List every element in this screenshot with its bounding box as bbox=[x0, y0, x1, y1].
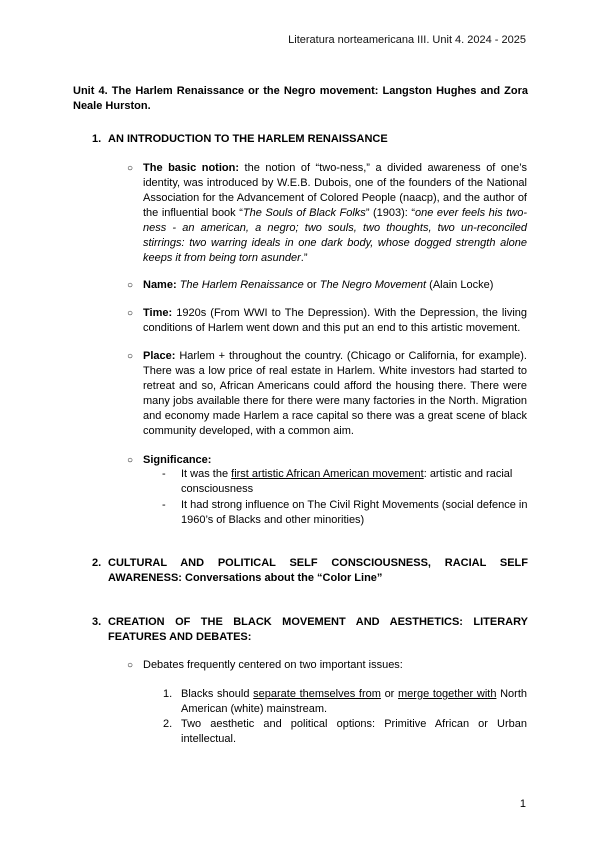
bullet-body: The basic notion: the notion of “two-ness,” a divided awareness of one’s identity, was introduced by W.E.B. Dubois, one of the founders of the National Association for the Advancement of Colored People (naacp), and the author of the influential book “The Souls of Black Folks” (1903): “one ever feels his two-ness - an american, a negro; two souls, two thoughts, two un-reconciled stirrings: two warring ideals in one dark body, whose dogged strength alone keeps it from being torn asunder.” bbox=[143, 162, 527, 264]
bullet-label: The basic notion: bbox=[143, 162, 239, 174]
page-header: Literatura norteamericana III. Unit 4. 2024 - 2025 bbox=[288, 34, 526, 46]
bullet-label: Time: bbox=[143, 307, 173, 319]
document-page: Literatura norteamericana III. Unit 4. 2024 - 2025 Unit 4. The Harlem Renaissance or the Negro movement: Langston Hughes and Zora Neale Hurston. 1. AN INTRODUCTION TO THE HARLEM RENAISSANCE ○ The basic notion: the notion of “two-ness,” a divided awareness of one’s identity, was introduced by W.E.B. Dubois, one of the founders of the National Association for the Advancement of Colored People (naacp), and the author of the influential book “The Souls of Black Folks” (1903): “one ever feels his two-ness - an american, a negro; two souls, two thoughts, two un-reconciled stirrings: two warring ideals in one dark body, whose dogged strength alone keeps it from being torn asunder.” ○ Name: The Harlem Renaissance or The Negro Movement (Alain Locke) ○ Time: 1920s (From WWI to The Depression). With the Depression, the living conditions of Harlem went down and this put an end to this artistic movement. ○ Place: Harlem + throughout the country. (Chicago or California, for example). There was a low price of real estate in Harlem. White investors had started to retreat and so, African Americans could afford the housing there. There were many jobs available there for there were many factories in the North. Migration and economy made Harlem a race capital so there was a great scene of black community developed, with a common aim. ○ Significance: - It was the first artistic African American movement: artistic and racial consciousness - It had strong influence on The Civil Right Movements (social defence in 1960’s of Blacks and other minorities) 2. CULTURAL AND POLITICAL SELF CONSCIOUSNESS, RACIAL SELF AWARENESS: Conversations about the “Color Line” 3. CREATION OF THE BLACK MOVEMENT AND AESTHETICS: LITERARY FEATURES AND DEBATES: ○ Debates frequently centered on two important issues: 1. Blacks should separate themselves from or merge together with North American (white) mainstream. 2. Two aesthetic and political options: Primitive African or Urban intellectual. 1 bbox=[0, 0, 600, 848]
section-title-line-1: CULTURAL AND POLITICAL SELF CONSCIOUSNESS, RACIAL SELF bbox=[108, 557, 528, 569]
page-number: 1 bbox=[519, 798, 526, 810]
section-title-line-2: FEATURES AND DEBATES: bbox=[108, 631, 252, 643]
section-title-line-2: AWARENESS: Conversations about the “Color Line” bbox=[108, 572, 383, 584]
book-title: The Souls of Black Folks bbox=[242, 207, 366, 219]
section-1-heading bbox=[92, 132, 532, 147]
section-number: 1. bbox=[92, 133, 102, 145]
section-title: AN INTRODUCTION TO THE HARLEM RENAISSANCE bbox=[108, 133, 388, 145]
section-2-heading: 2. CULTURAL AND POLITICAL SELF CONSCIOUSNESS, RACIAL SELF AWARENESS: Conversations about the “Color Line” bbox=[92, 557, 528, 584]
section-3-heading: 3. CREATION OF THE BLACK MOVEMENT AND AESTHETICS: LITERARY FEATURES AND DEBATES: bbox=[92, 616, 528, 643]
dubois-quote: one ever feels his two-ness - an american, a negro; two souls, two thoughts, two un-reconciled stirrings: two warring ideals in one dark body, whose dogged strength alone keeps it from being torn asunder bbox=[143, 207, 527, 264]
unit-title: Unit 4. The Harlem Renaissance or the Negro movement: Langston Hughes and Zora Neale Hurston. bbox=[73, 85, 528, 112]
bullet-marker: ○ bbox=[127, 163, 134, 174]
bullet-label: Name: bbox=[143, 279, 177, 291]
bullet-label: Place: bbox=[143, 350, 176, 362]
section-title-line-1: CREATION OF THE BLACK MOVEMENT AND AESTHETICS: LITERARY bbox=[108, 616, 528, 628]
bullet-label: Significance: bbox=[143, 454, 212, 466]
